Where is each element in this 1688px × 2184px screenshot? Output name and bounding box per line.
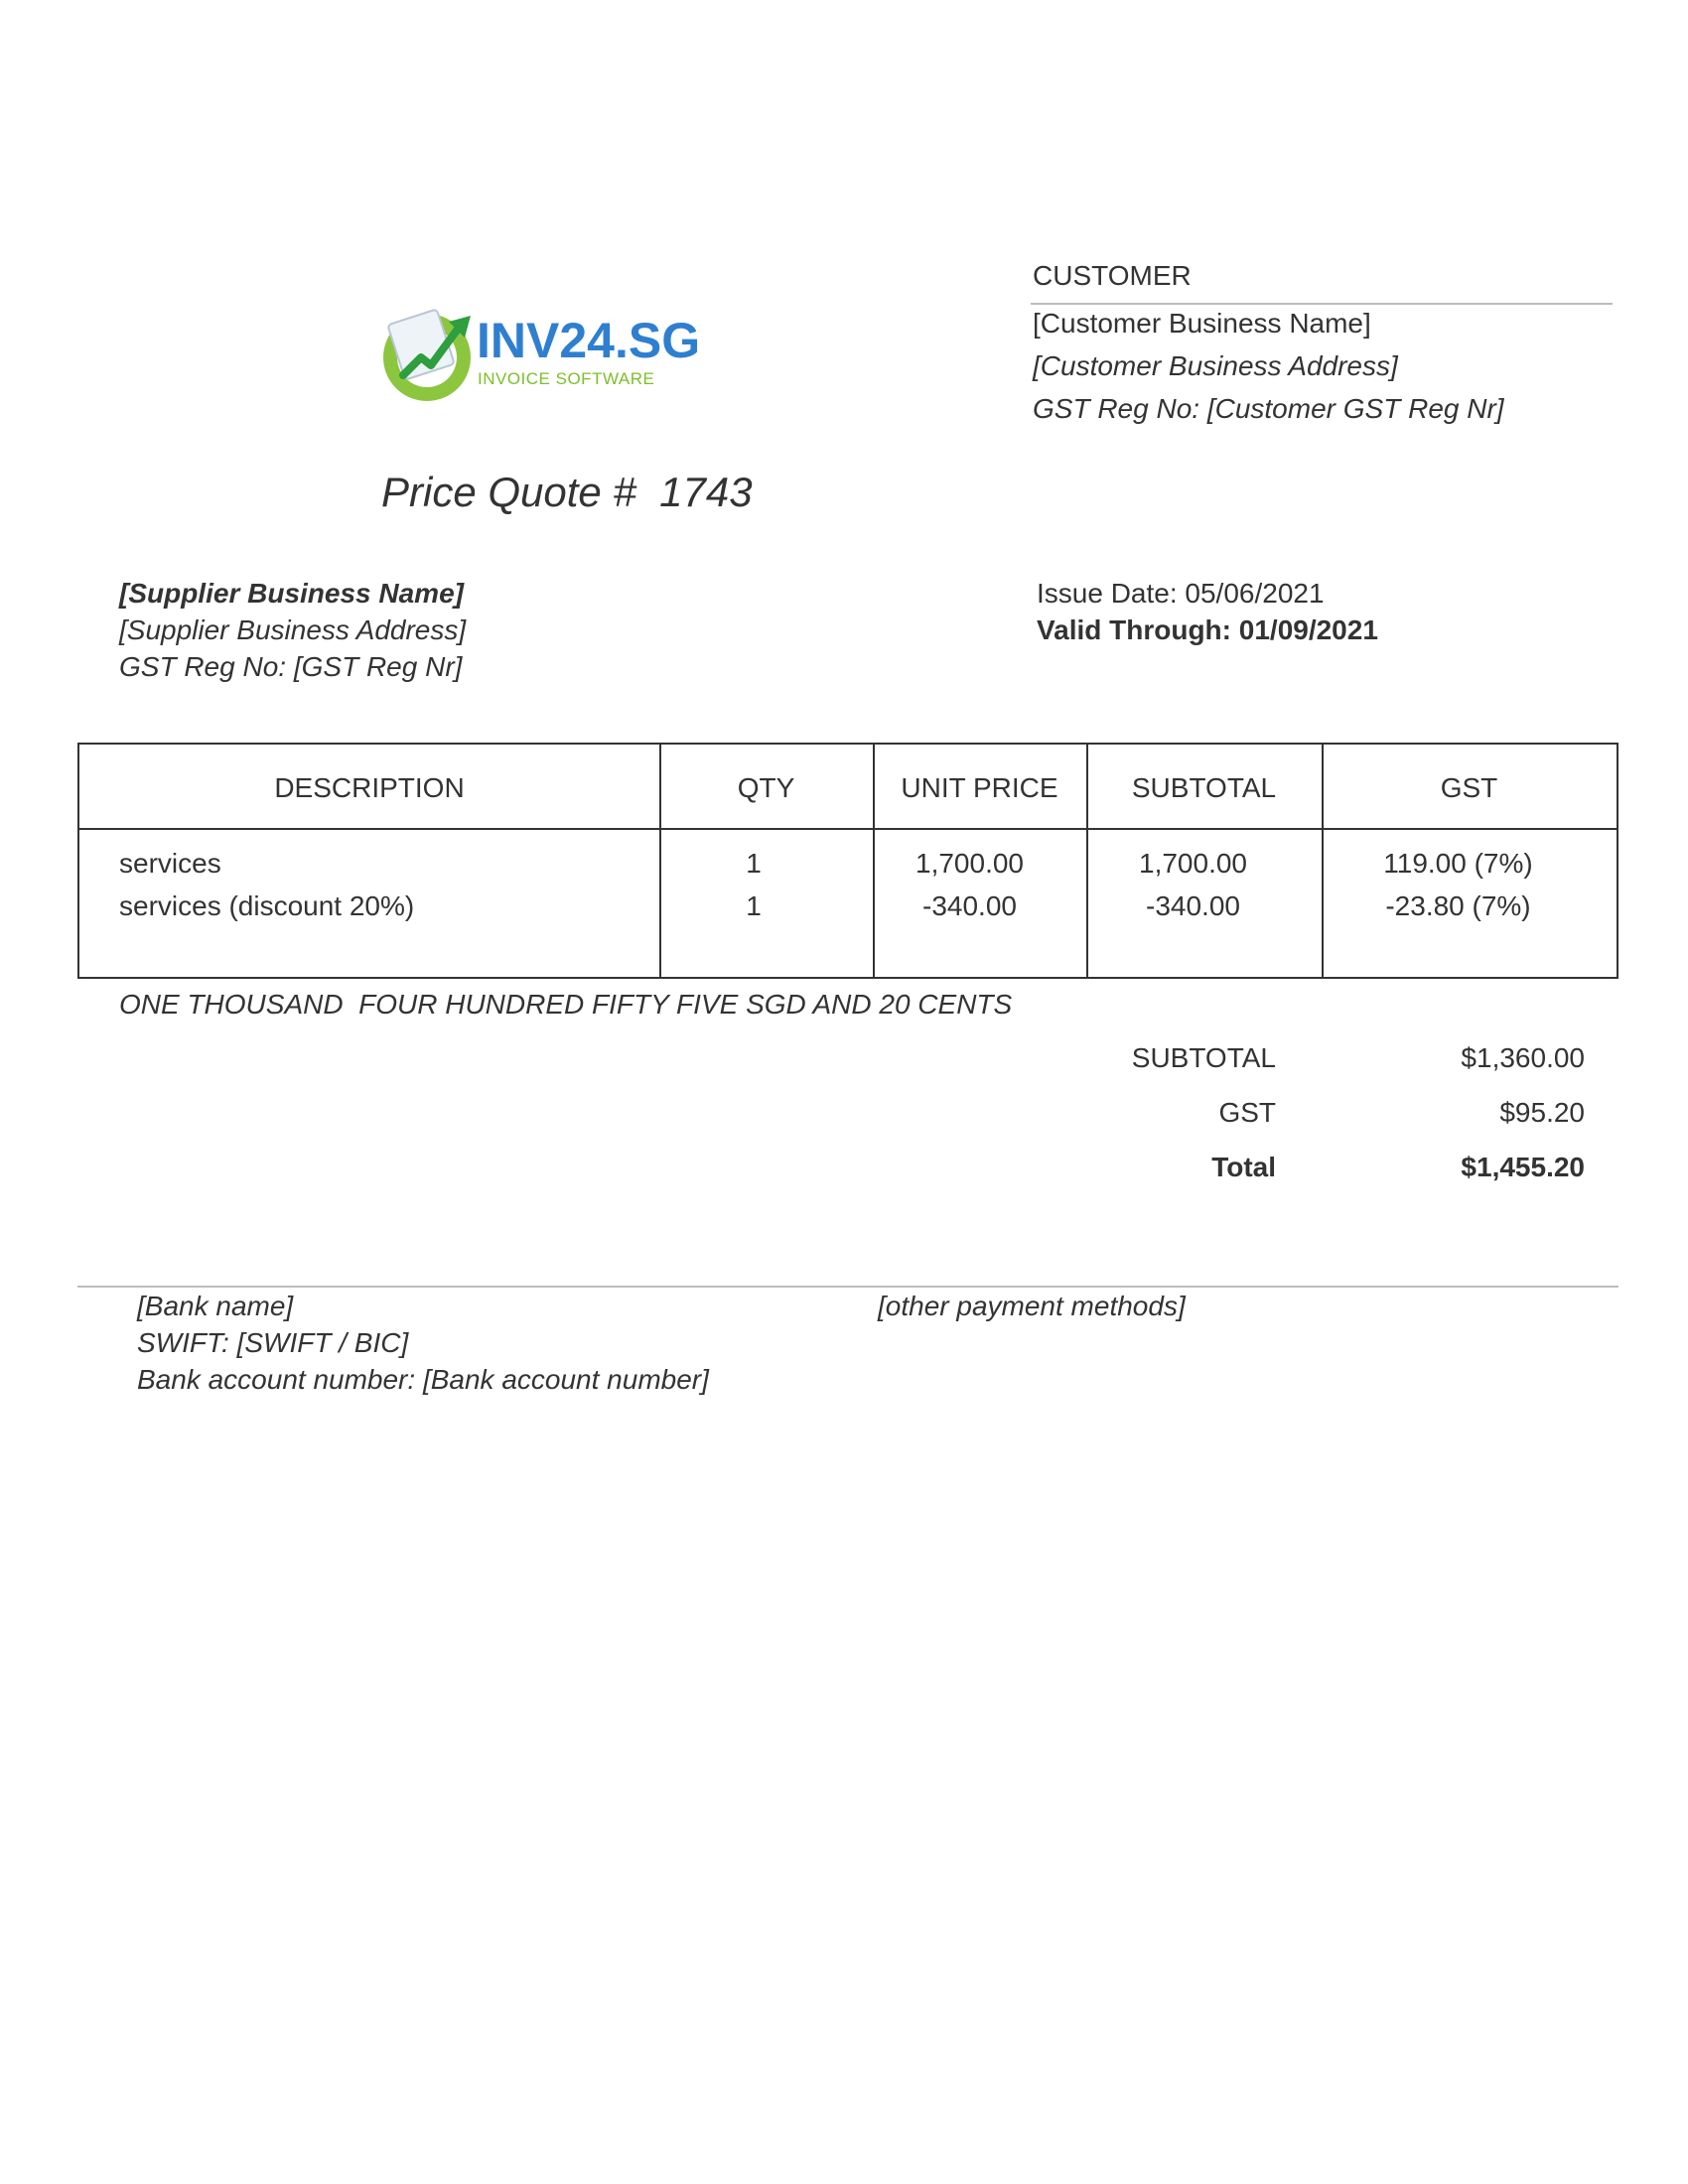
gst-label: GST xyxy=(1218,1097,1276,1128)
customer-label: CUSTOMER xyxy=(1033,260,1192,291)
footer-divider xyxy=(77,1286,1618,1288)
header-subtotal: SUBTOTAL xyxy=(1131,772,1277,803)
valid-through-date: Valid Through: 01/09/2021 xyxy=(1037,614,1378,645)
quote-number: 1743 xyxy=(659,469,753,515)
header-gst: GST xyxy=(1440,772,1498,803)
row-1-description: services xyxy=(119,848,221,879)
logo-wordmark: INV24.SG xyxy=(477,313,701,368)
bank-account: Bank account number: [Bank account number] xyxy=(137,1364,709,1395)
row-2-unit-price: -340.00 xyxy=(922,890,1017,921)
total-value: $1,455.20 xyxy=(1461,1152,1585,1182)
supplier-gst-reg: GST Reg No: [GST Reg Nr] xyxy=(119,651,463,682)
issue-date: Issue Date: 05/06/2021 xyxy=(1037,578,1325,609)
customer-gst-reg: GST Reg No: [Customer GST Reg Nr] xyxy=(1033,393,1504,424)
logo-subtitle: INVOICE SOFTWARE xyxy=(478,369,655,388)
page-title xyxy=(381,469,753,516)
supplier-name: [Supplier Business Name] xyxy=(119,578,464,609)
customer-name: [Customer Business Name] xyxy=(1033,308,1371,339)
row-1-qty: 1 xyxy=(746,848,762,879)
row-1-subtotal: 1,700.00 xyxy=(1139,848,1247,879)
gst-value: $95.20 xyxy=(1499,1097,1585,1128)
other-payment-methods: [other payment methods] xyxy=(878,1291,1186,1321)
bank-swift: SWIFT: [SWIFT / BIC] xyxy=(137,1327,409,1358)
amount-in-words: ONE THOUSAND FOUR HUNDRED FIFTY FIVE SGD AND 20 CENTS xyxy=(119,989,1013,1020)
supplier-address: [Supplier Business Address] xyxy=(119,614,467,645)
bank-name: [Bank name] xyxy=(137,1291,294,1321)
customer-address: [Customer Business Address] xyxy=(1033,350,1398,381)
row-1-unit-price: 1,700.00 xyxy=(915,848,1024,879)
customer-divider xyxy=(1031,303,1613,305)
header-divider xyxy=(79,828,1617,830)
header-qty: QTY xyxy=(737,772,795,803)
logo-chart-icon xyxy=(375,298,485,407)
quote-label: Price Quote # xyxy=(381,469,636,515)
header-unit-price: UNIT PRICE xyxy=(901,772,1058,803)
row-2-description: services (discount 20%) xyxy=(119,890,415,921)
header-description: DESCRIPTION xyxy=(274,772,465,803)
total-label: Total xyxy=(1211,1152,1276,1182)
row-2-qty: 1 xyxy=(746,890,762,921)
subtotal-label: SUBTOTAL xyxy=(1131,1042,1276,1073)
row-2-gst: -23.80 (7%) xyxy=(1385,890,1531,921)
items-table xyxy=(77,743,1618,979)
subtotal-value: $1,360.00 xyxy=(1461,1042,1585,1073)
row-1-gst: 119.00 (7%) xyxy=(1383,848,1533,879)
row-2-subtotal: -340.00 xyxy=(1146,890,1240,921)
